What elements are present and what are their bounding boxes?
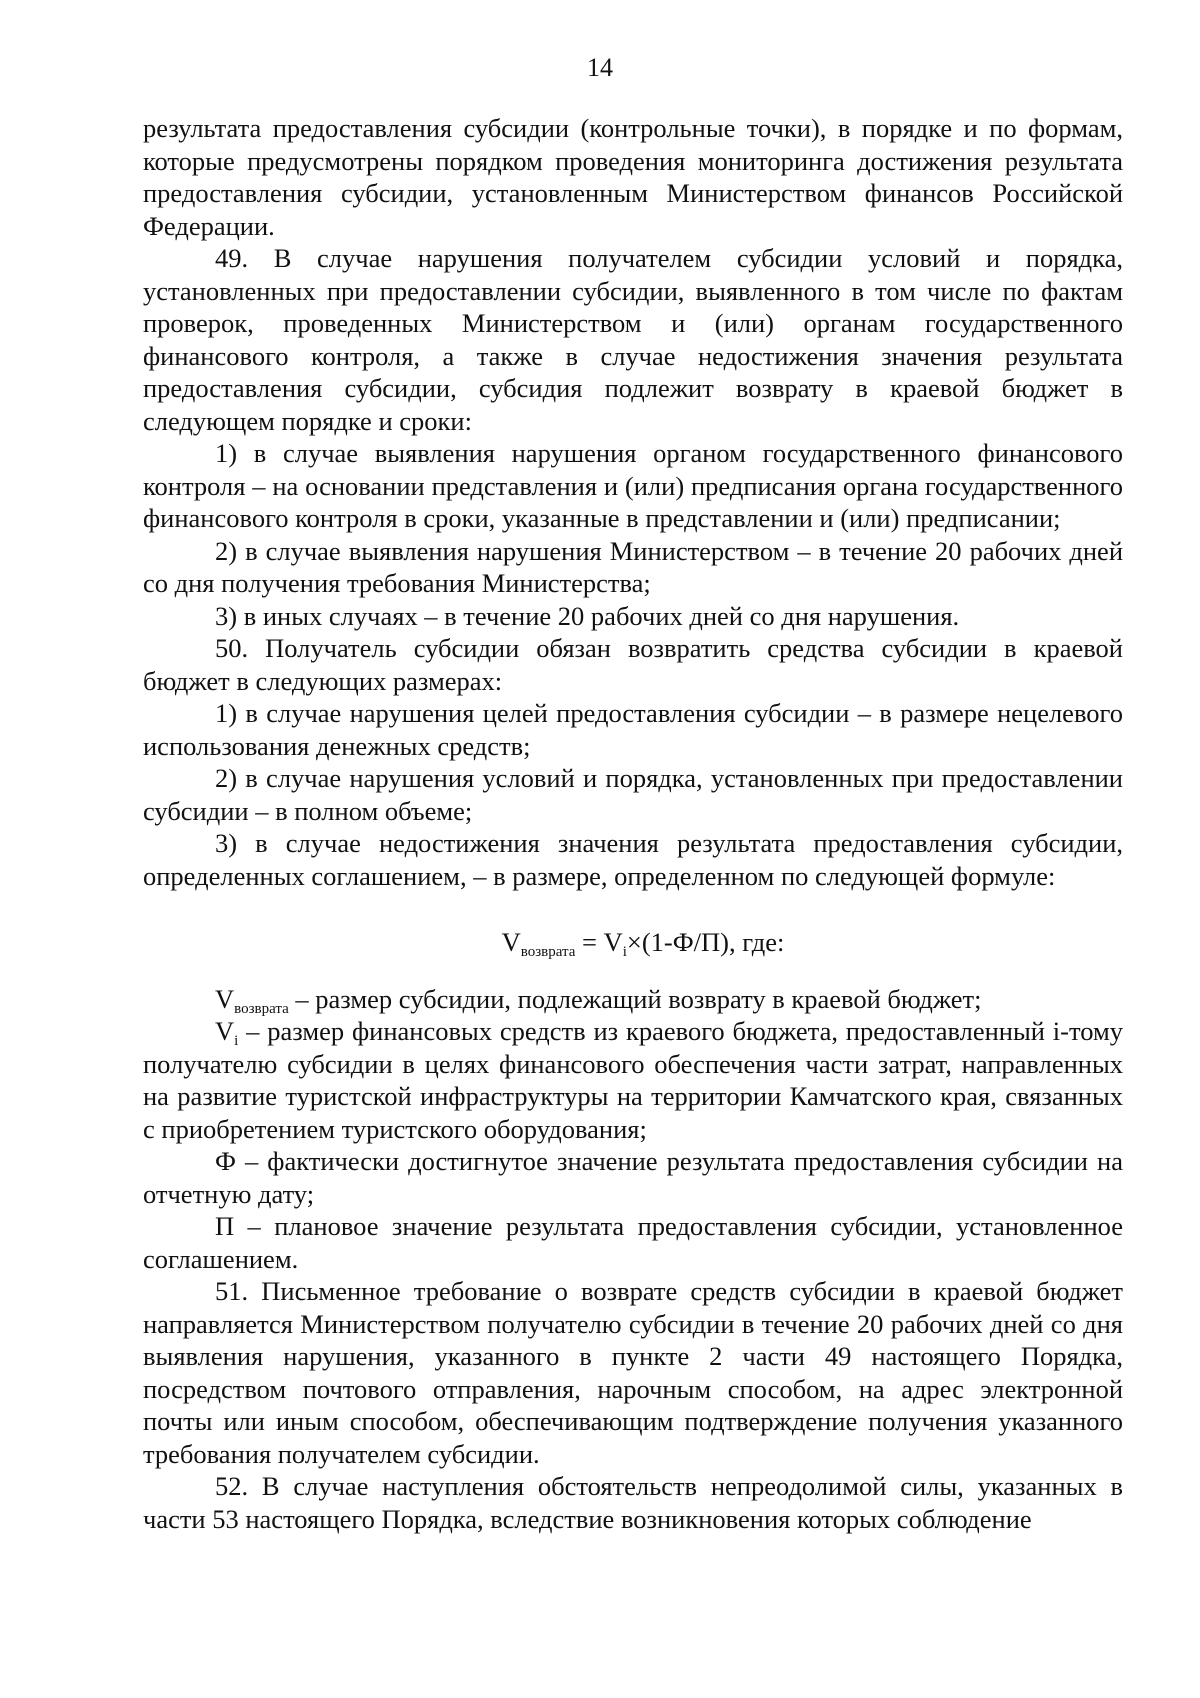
definition-v-i-text: – размер финансовых средств из краевого бюджета, предоставленный i-тому получателю субсидии в целях финансового обеспечения части затрат, направленных на развитие туристской инфраструктуры на территории Камчатского края, связанных с приобретением туристского оборудования;: [143, 1016, 1123, 1144]
paragraph-52: 52. В случае наступления обстоятельств непреодолимой силы, указанных в части 53 настоящего Порядка, вследствие возникновения которых соблюдение: [143, 1471, 1123, 1534]
paragraph-49-item-2: 2) в случае выявления нарушения Министерством – в течение 20 рабочих дней со дня получения требования Министерства;: [143, 535, 1123, 598]
paragraph-49: 49. В случае нарушения получателем субсидии условий и порядка, установленных при предоставлении субсидии, выявленного в том числе по фактам проверок, проведенных Министерством и (или) органам государственного финансового контроля, а также в случае недостижения значения результата предоставления субсидии, субсидия подлежит возврату в краевой бюджет в следующем порядке и сроки:: [143, 243, 1123, 436]
definition-v-i-symbol: V: [215, 1016, 235, 1046]
return-formula: [143, 926, 1123, 959]
definition-p: П – плановое значение результата предоставления субсидии, установленное соглашением.: [143, 1211, 1123, 1274]
paragraph-49-item-3: 3) в иных случаях – в течение 20 рабочих дней со дня нарушения.: [215, 600, 960, 631]
definition-v-return-symbol: V: [215, 983, 235, 1014]
paragraph-50-item-1: 1) в случае нарушения целей предоставления субсидии – в размере нецелевого использования денежных средств;: [143, 698, 1123, 761]
document-body: [143, 112, 1123, 1535]
formula-v: V: [501, 927, 521, 957]
definition-v-return: [143, 983, 1123, 1016]
definition-v-i-subscript: i: [234, 1033, 239, 1049]
formula-v-subscript: возврата: [520, 944, 576, 960]
paragraph-50-item-2: 2) в случае нарушения условий и порядка, установленных при предоставлении субсидии – в полном объеме;: [143, 763, 1123, 826]
formula-rest: ×(1-Ф/П), где:: [626, 927, 785, 957]
paragraph-50-item-3: 3) в случае недостижения значения результата предоставления субсидии, определенных соглашением, – в размере, определенном по следующей формуле:: [143, 828, 1123, 891]
paragraph-continuation: результата предоставления субсидии (контрольные точки), в порядке и по формам, которые предусмотрены порядком проведения мониторинга достижения результата предоставления субсидии, установленным Министерством финансов Российской Федерации.: [143, 113, 1123, 241]
definition-v-return-text: – размер субсидии, подлежащий возврату в краевой бюджет;: [288, 983, 982, 1014]
page-number: 14: [587, 53, 613, 82]
definition-f: Ф – фактически достигнутое значение результата предоставления субсидии на отчетную дату;: [143, 1146, 1123, 1209]
formula-equals: = V: [575, 927, 623, 957]
formula-vi-subscript: i: [622, 944, 627, 960]
paragraph-51: 51. Письменное требование о возврате средств субсидии в краевой бюджет направляется Министерством получателю субсидии в течение 20 рабочих дней со дня выявления нарушения, указанного в пункте 2 части 49 настоящего Порядка, посредством почтового отправления, нарочным способом, на адрес электронной почты или иным способом, обеспечивающим подтверждение получения указанного требования получателем субсидии.: [143, 1276, 1123, 1469]
paragraph-49-item-1: 1) в случае выявления нарушения органом государственного финансового контроля – на основании представления и (или) предписания органа государственного финансового контроля в сроки, указанные в представлении и (или) предписании;: [143, 438, 1123, 533]
definition-v-return-subscript: возврата: [234, 1000, 289, 1017]
definition-v-i: [143, 1015, 1123, 1145]
paragraph-50: 50. Получатель субсидии обязан возвратить средства субсидии в краевой бюджет в следующих размерах:: [143, 633, 1123, 696]
